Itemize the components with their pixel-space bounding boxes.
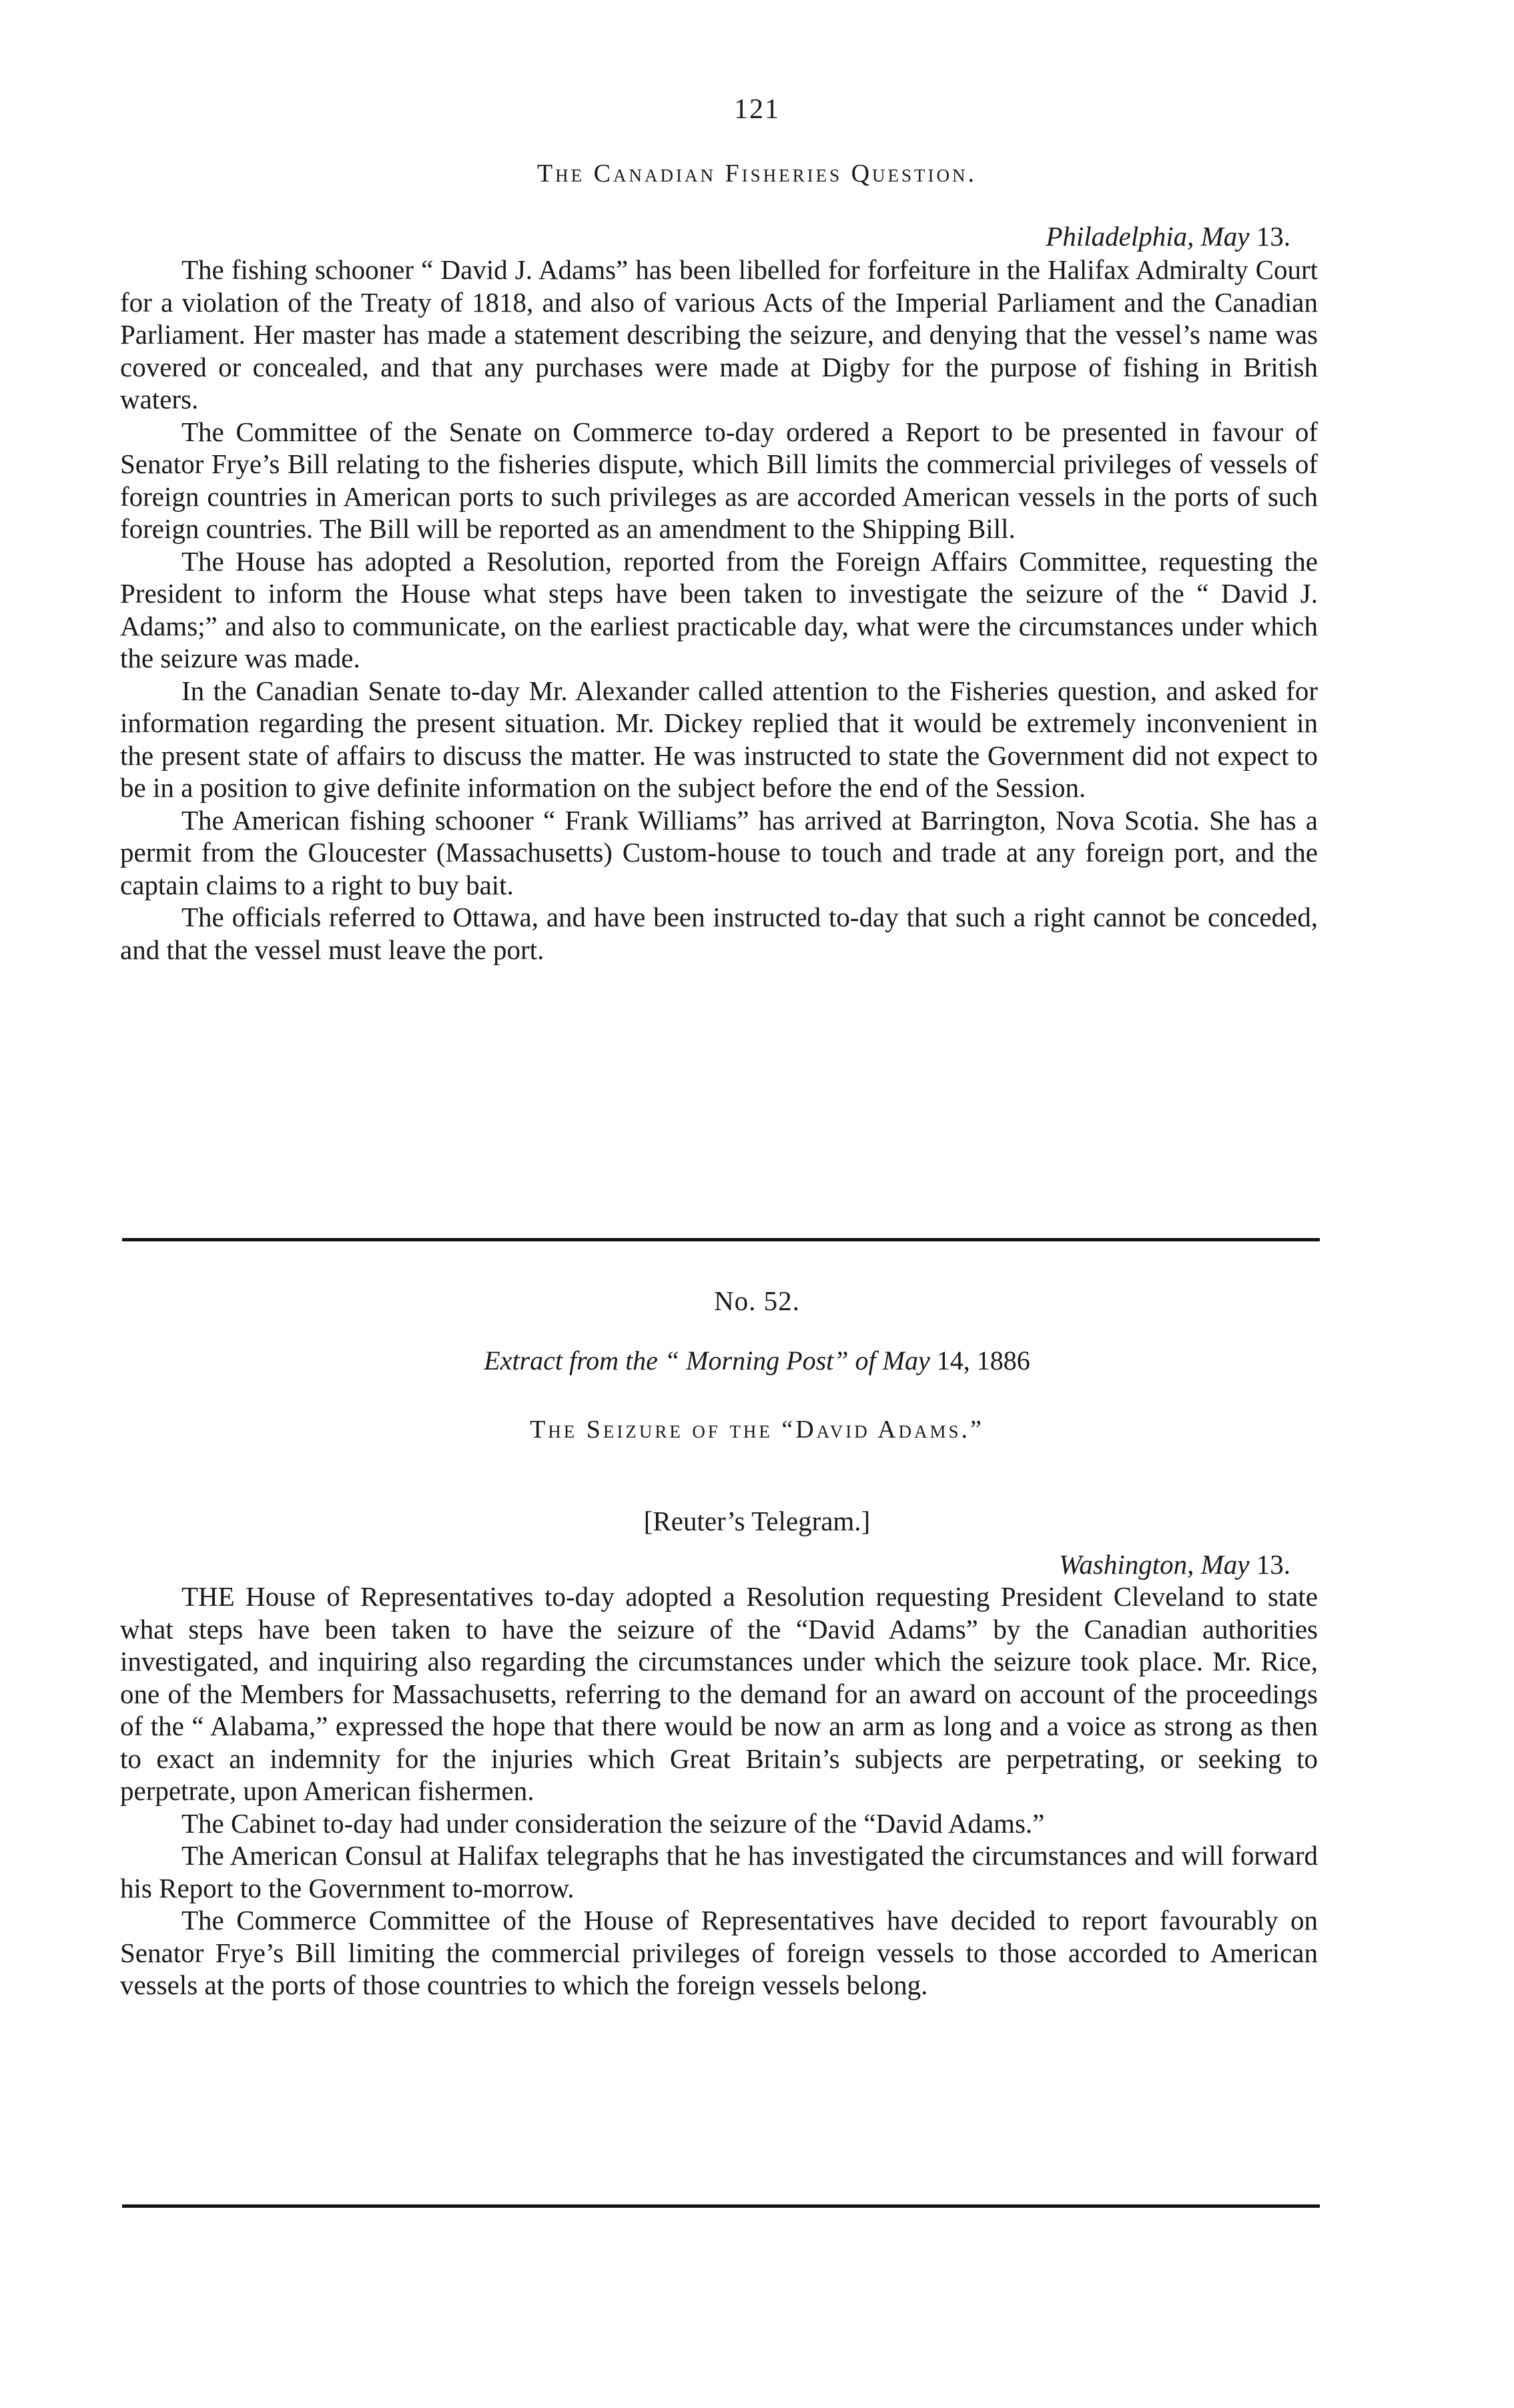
paragraph: The House has adopted a Resolution, reported from the Foreign Affairs Committee, requesting the President to inform the House what steps have been taken to investigate the seizure of the “ David J. Adams;” and also to communicate, on the earliest practicable day, what were the circumstances under which the seizure was made. <box>120 545 1318 673</box>
section-divider-rule <box>122 1238 1320 1241</box>
telegram-source: [Reuter’s Telegram.] <box>643 1506 871 1536</box>
paragraph: The American fishing schooner “ Frank Williams” has arrived at Barrington, Nova Scotia. She has a permit from the Gloucester (Massachusetts) Custom-house to touch and trade at any foreign port, and the captain claims to a right to buy bait. <box>120 804 1318 900</box>
paragraph: The officials referred to Ottawa, and have been instructed to-day that such a right cannot be conceded, and that the vessel must leave the port. <box>120 902 1318 965</box>
dateline-place: Philadelphia, May <box>1046 221 1250 252</box>
page-number: 121 <box>734 94 780 125</box>
paragraph: The American Consul at Halifax telegraphs that he has investigated the circumstances and will forward his Report to the Government to-morrow. <box>120 1840 1318 1903</box>
paragraph: The Commerce Committee of the House of Representatives have decided to report favourably on Senator Frye’s Bill limiting the commercial privileges of foreign vessels to those accorded to American vessels at the ports of those countries to which the foreign vessels belong. <box>120 1905 1318 2000</box>
dateline-philadelphia <box>1046 220 1290 252</box>
section-heading-fisheries: The Canadian Fisheries Question. <box>536 160 978 188</box>
extract-source: Extract from the “ Morning Post” of May <box>484 1345 930 1376</box>
section1-body <box>120 254 1318 966</box>
paragraph: The fishing schooner “ David J. Adams” has been libelled for forfeiture in the Halifax Admiralty Court for a violation of the Treaty of 1818, and also of various Acts of the Imperial Parliament and the Canadian Parliament. Her master has made a statement describing the seizure, and denying that the vessel’s name was covered or concealed, and that any purchases were made at Digby for the purpose of fishing in British waters. <box>120 254 1318 414</box>
dateline-day: 13. <box>1256 221 1290 252</box>
bottom-rule <box>122 2204 1320 2208</box>
paragraph: The Cabinet to-day had under consideration the seizure of the “David Adams.” <box>181 1807 1045 1839</box>
document-number: No. 52. <box>714 1285 800 1316</box>
paragraph: The Committee of the Senate on Commerce to-day ordered a Report to be presented in favour of Senator Frye’s Bill relating to the fisheries dispute, which Bill limits the commercial privileges of vessels of foreign countries in American ports to such privileges as are accorded American vessels in the ports of such foreign countries. The Bill will be reported as an amendment to the Shipping Bill. <box>120 416 1318 544</box>
dateline-day: 13. <box>1256 1549 1290 1580</box>
paragraph: In the Canadian Senate to-day Mr. Alexander called attention to the Fisheries question, and asked for information regarding the present situation. Mr. Dickey replied that it would be extremely inconvenient in the present state of affairs to discuss the matter. He was instructed to state the Government did not expect to be in a position to give definite information on the subject before the end of the Session. <box>120 675 1318 803</box>
section-heading-seizure: The Seizure of the “David Adams.” <box>530 1416 984 1444</box>
dateline-washington <box>1059 1548 1290 1580</box>
section2-body <box>120 1580 1318 2002</box>
paragraph: THE House of Representatives to-day adopted a Resolution requesting President Cleveland to state what steps have been taken to have the seizure of the “David Adams” by the Canadian authorities investigated, and inquiring also regarding the circumstances under which the seizure took place. Mr. Rice, one of the Members for Massachusetts, referring to the demand for an award on account of the proceedings of the “ Alabama,” expressed the hope that there would be now an arm as long and a voice as strong as then to exact an indemnity for the injuries which Great Britain’s subjects are perpetrating, or seeking to perpetrate, upon American fishermen. <box>120 1581 1318 1806</box>
extract-date: 14, 1886 <box>936 1345 1030 1376</box>
extract-line <box>0 1345 1514 1376</box>
dateline-place: Washington, May <box>1059 1549 1250 1580</box>
